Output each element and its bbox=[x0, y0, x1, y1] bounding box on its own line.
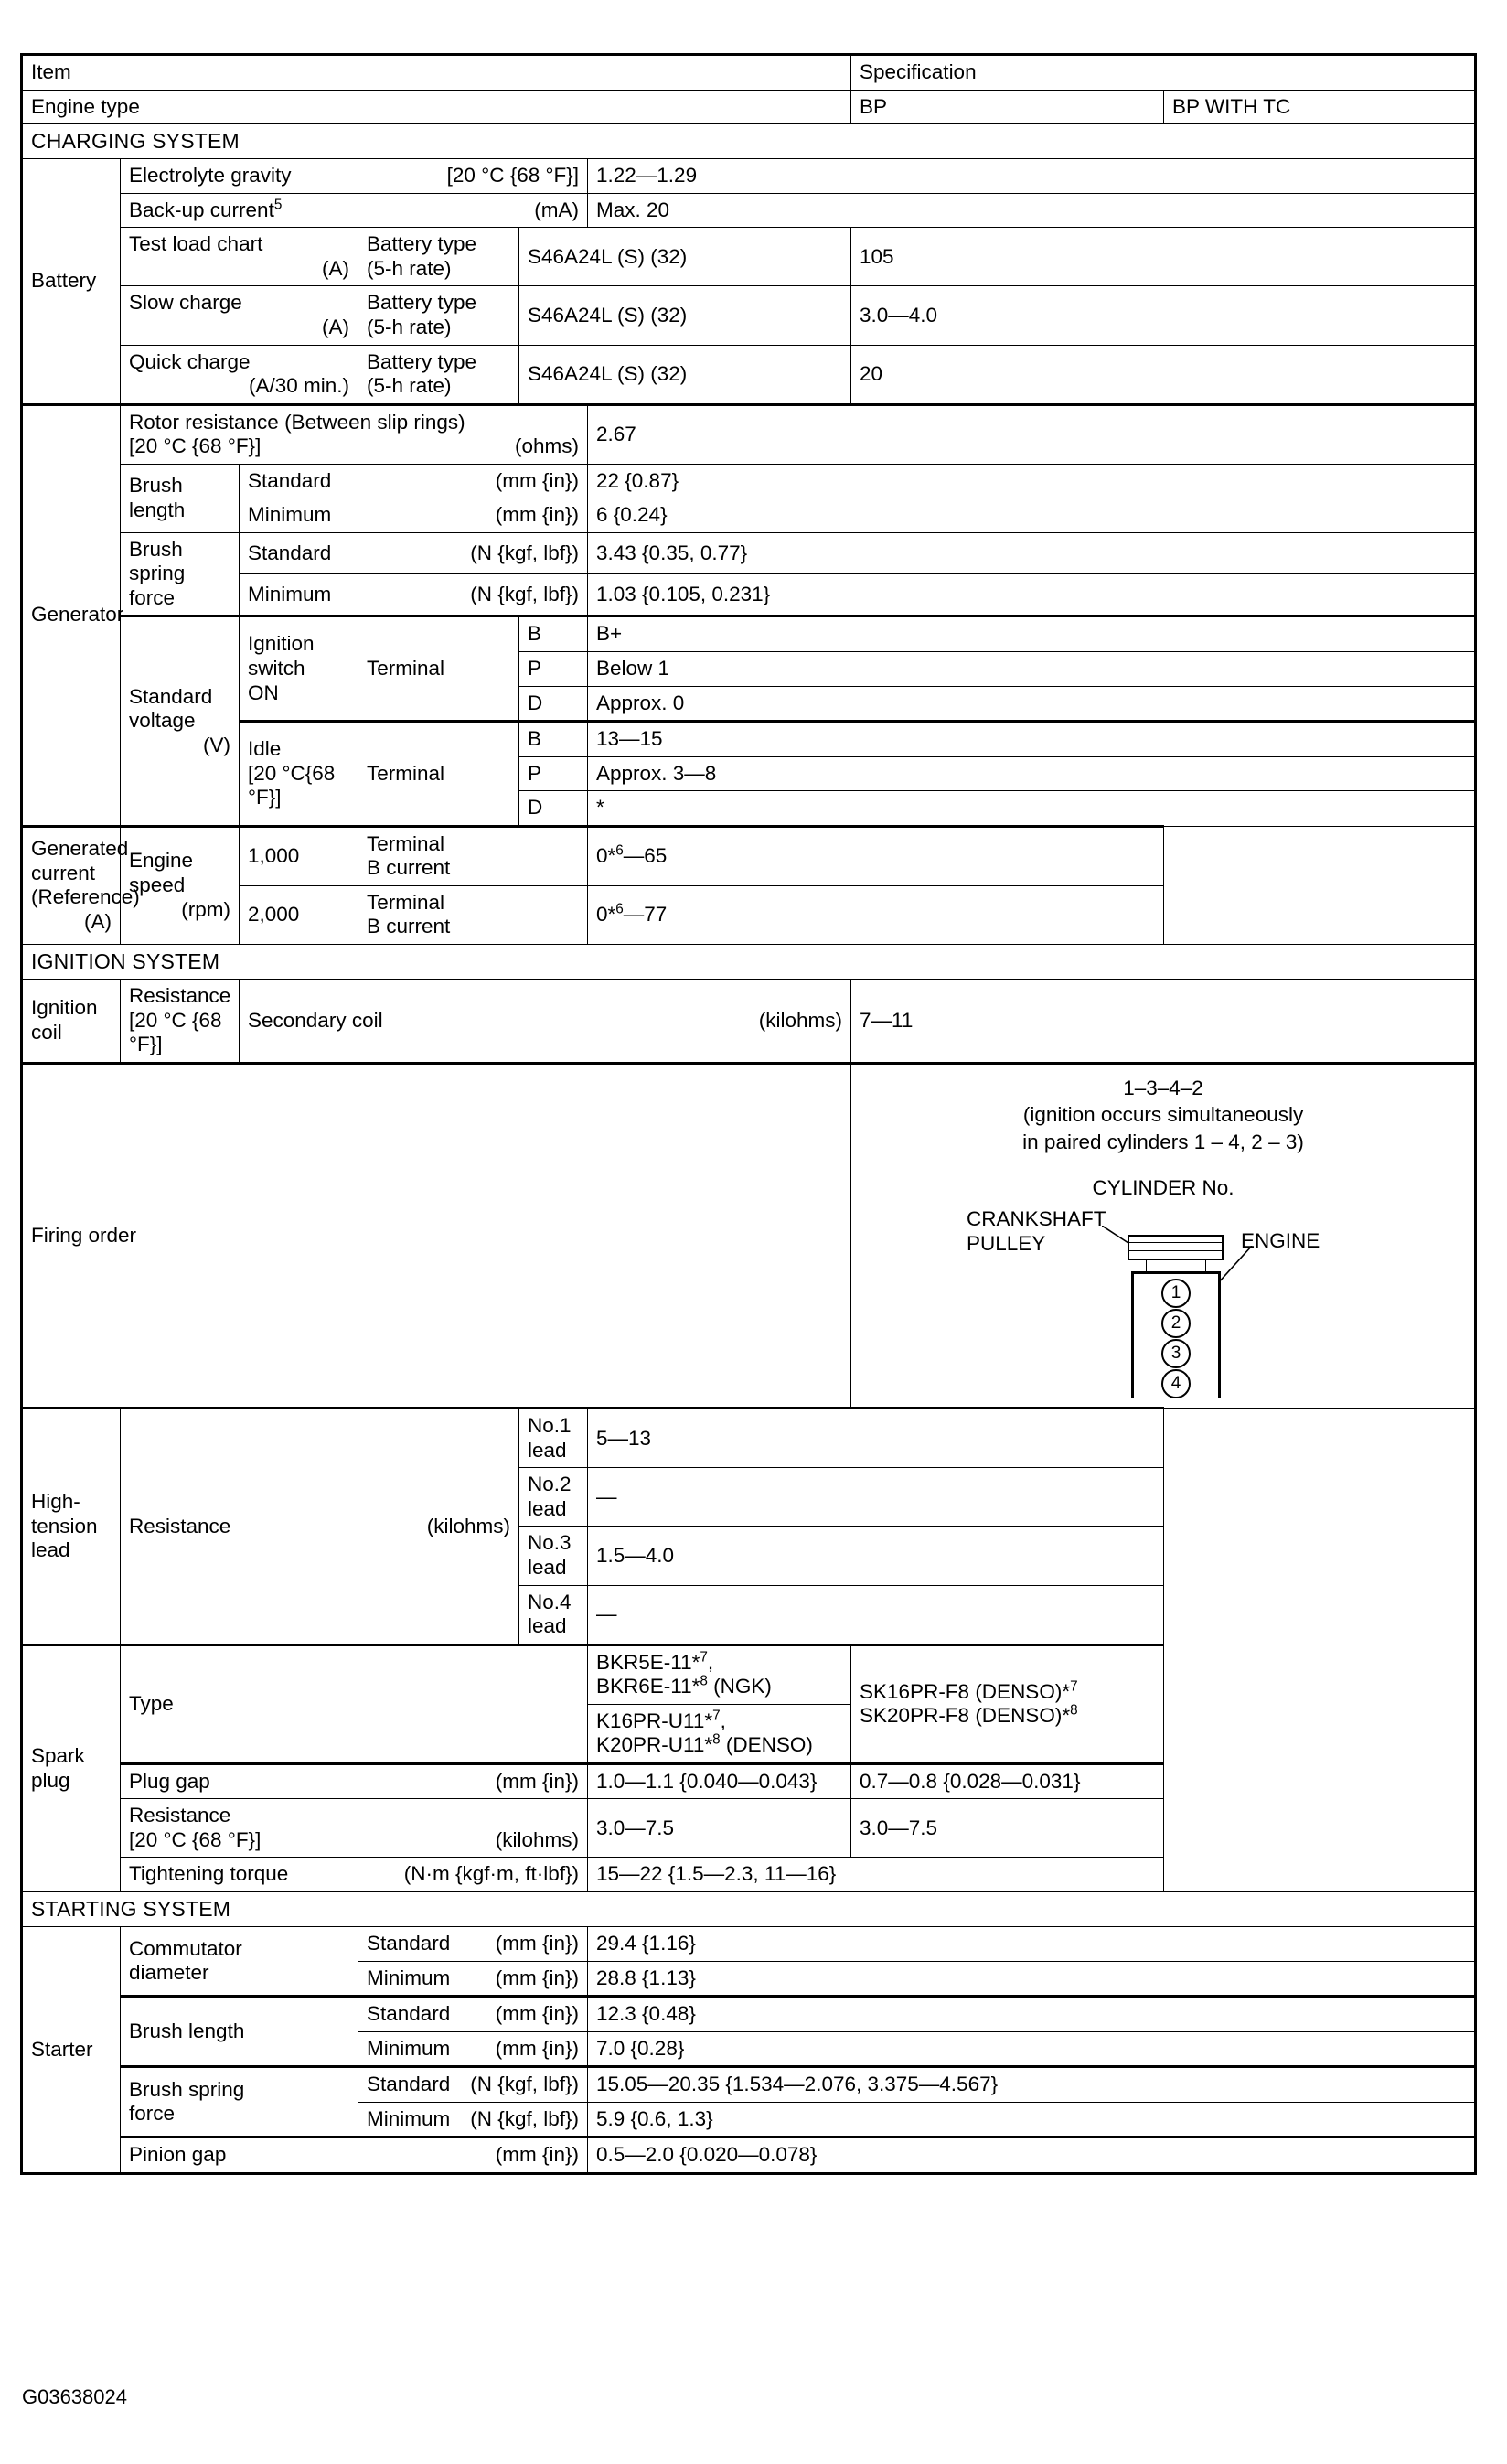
value-quick-charge-model: S46A24L (S) (32) bbox=[519, 345, 851, 404]
section-title-ignition: IGNITION SYSTEM bbox=[22, 944, 1476, 979]
cell-slow-charge bbox=[121, 286, 358, 345]
group-label-starter: Starter bbox=[22, 1927, 121, 2174]
label-standard: Standard bbox=[367, 1932, 451, 1955]
label-idle: Idle [20 °C{68 °F}] bbox=[240, 722, 358, 827]
row-ht-lead-1 bbox=[22, 1409, 1476, 1468]
label-battery-rate-2: (5-h rate) bbox=[367, 315, 452, 338]
footnote-marker-8: 8 bbox=[700, 1673, 708, 1689]
label-terminal-p-ign: P bbox=[519, 651, 588, 686]
label-terminal-b-idle: B bbox=[519, 722, 588, 757]
value-starter-brush-spring-standard: 15.05—20.35 {1.534—2.076, 3.375—4.567} bbox=[588, 2067, 1476, 2103]
unit-n-kgf-lbf: (N {kgf, lbf}) bbox=[470, 2106, 579, 2130]
value-secondary-coil: 7—11 bbox=[851, 980, 1476, 1064]
document-code: G03638024 bbox=[22, 2385, 127, 2408]
value-commutator-minimum: 28.8 {1.13} bbox=[588, 1961, 1476, 1997]
row-spark-plug-resistance bbox=[22, 1799, 1476, 1858]
cell-test-load-chart bbox=[121, 228, 358, 286]
section-heading-row-charging bbox=[22, 124, 1476, 159]
section-title-starting: STARTING SYSTEM bbox=[22, 1892, 1476, 1927]
firing-sequence: 1–3–4–2 bbox=[1123, 1076, 1203, 1099]
header-col-bp: BP bbox=[851, 90, 1164, 124]
value-starter-brush-spring-minimum: 5.9 {0.6, 1.3} bbox=[588, 2102, 1476, 2137]
spec-table-page bbox=[20, 53, 1474, 2175]
value-spark-plug-type-bp-denso: K16PR-U11*$^7$, K20PR-U11*$^8$ (DENSO) bbox=[588, 1704, 851, 1763]
value-gen-brush-spring-minimum: 1.03 {0.105, 0.231} bbox=[588, 573, 1476, 616]
unit-electrolyte-gravity: [20 °C {68 °F}] bbox=[446, 164, 579, 187]
row-pinion-gap bbox=[22, 2137, 1476, 2174]
label-battery-rate-3: (5-h rate) bbox=[367, 374, 452, 398]
label-ht-lead-name: No.3 lead bbox=[519, 1527, 588, 1585]
row-commutator-standard bbox=[22, 1927, 1476, 1962]
cell-test-load-battery-type bbox=[358, 228, 519, 286]
section-ignition-system bbox=[22, 944, 1476, 1891]
unit-mm-in: (mm {in}) bbox=[495, 1966, 579, 1989]
unit-kilohms: (kilohms) bbox=[426, 1514, 510, 1537]
label-terminal-p-idle: P bbox=[519, 756, 588, 791]
unit-quick-charge: (A/30 min.) bbox=[248, 374, 349, 398]
cell-rotor-resistance bbox=[121, 404, 588, 464]
specifications-table bbox=[20, 53, 1477, 2175]
unit-mm-in: (mm {in}) bbox=[495, 2036, 579, 2060]
label-firing-order: Firing order bbox=[22, 1063, 851, 1409]
row-gen-brush-length-minimum bbox=[22, 498, 1476, 533]
firing-note-line2: in paired cylinders 1 – 4, 2 – 3) bbox=[1022, 1130, 1304, 1154]
cell-plug-gap bbox=[121, 1763, 588, 1799]
label-plug-gap: Plug gap bbox=[129, 1769, 210, 1793]
cell-ht-resistance bbox=[121, 1409, 519, 1644]
value-generated-current-2000: 0*$^6$—77 bbox=[588, 885, 1164, 944]
cylinder-no-label: CYLINDER No. bbox=[1092, 1175, 1234, 1199]
value-generated-current-1000: 0*$^6$—65 bbox=[588, 826, 1164, 885]
label-minimum: Minimum bbox=[248, 503, 332, 527]
label-standard: Standard bbox=[367, 2073, 451, 2096]
unit-mm-in: (mm {in}) bbox=[495, 468, 579, 492]
unit-n-kgf-lbf: (N {kgf, lbf}) bbox=[470, 2073, 579, 2096]
label-minimum: Minimum bbox=[367, 2106, 451, 2130]
cell-starter-brush-spring-standard bbox=[358, 2067, 588, 2103]
unit-slow-charge: (A) bbox=[322, 315, 349, 338]
unit-mm-in: (mm {in}) bbox=[495, 2002, 579, 2026]
section-starting-system bbox=[22, 1892, 1476, 2174]
table-header-group bbox=[22, 55, 1476, 124]
footnote-marker-5: 5 bbox=[273, 197, 283, 213]
label-electrolyte-gravity: Electrolyte gravity bbox=[129, 164, 292, 187]
row-std-voltage-ign-b bbox=[22, 616, 1476, 652]
firing-sequence-text bbox=[860, 1075, 1467, 1156]
label-standard-voltage: Standard voltage (V) bbox=[121, 616, 240, 826]
label-starter-brush-length: Brush length bbox=[121, 1997, 358, 2067]
row-firing-order bbox=[22, 1063, 1476, 1409]
unit-kilohms: (kilohms) bbox=[758, 1008, 843, 1032]
label-ht-lead-name: No.2 lead bbox=[519, 1468, 588, 1527]
cylinder-circle-3: 3 bbox=[1161, 1339, 1191, 1368]
footnote-marker-6: 6 bbox=[615, 842, 624, 859]
value-rpm-2000: 2,000 bbox=[240, 885, 358, 944]
header-specification: Specification bbox=[851, 55, 1476, 91]
value-test-load-chart: 105 bbox=[851, 228, 1476, 286]
cell-commutator-standard bbox=[358, 1927, 588, 1962]
value-slow-charge: 3.0—4.0 bbox=[851, 286, 1476, 345]
label-quick-charge: Quick charge bbox=[129, 349, 251, 373]
value-ht-lead: 5—13 bbox=[588, 1409, 1164, 1468]
label-terminal-d-idle: D bbox=[519, 791, 588, 827]
label-terminal-b-ign: B bbox=[519, 616, 588, 652]
label-ignition-switch-on: Ignition switch ON bbox=[240, 616, 358, 722]
cell-backup-current bbox=[121, 193, 588, 228]
header-row-engine-type bbox=[22, 90, 1476, 124]
row-std-voltage-idle-b bbox=[22, 722, 1476, 757]
label-battery-type-3: Battery type bbox=[367, 349, 477, 373]
row-spark-plug-type-ngk bbox=[22, 1644, 1476, 1704]
cell-electrolyte-gravity bbox=[121, 159, 588, 194]
cell-tightening-torque bbox=[121, 1858, 588, 1892]
label-backup-current: Back-up current$^5$ bbox=[129, 197, 283, 221]
row-quick-charge bbox=[22, 345, 1476, 404]
pulley-shaft-right bbox=[1205, 1260, 1206, 1271]
row-plug-gap bbox=[22, 1763, 1476, 1799]
cell-spark-plug-resistance bbox=[121, 1799, 588, 1858]
footnote-marker-7: 7 bbox=[700, 1649, 708, 1666]
unit-test-load-chart: (A) bbox=[322, 256, 349, 280]
section-charging-system bbox=[22, 124, 1476, 945]
value-ht-lead: — bbox=[588, 1468, 1164, 1527]
label-commutator-diameter: Commutator diameter bbox=[121, 1927, 358, 1997]
value-gen-brush-length-standard: 22 {0.87} bbox=[588, 464, 1476, 498]
value-rotor-resistance: 2.67 bbox=[588, 404, 1476, 464]
group-label-generator: Generator bbox=[22, 404, 121, 826]
value-slow-charge-model: S46A24L (S) (32) bbox=[519, 286, 851, 345]
cell-starter-brush-length-minimum bbox=[358, 2031, 588, 2067]
value-commutator-standard: 29.4 {1.16} bbox=[588, 1927, 1476, 1962]
engine-block-diagram bbox=[967, 1202, 1360, 1398]
header-item: Item bbox=[22, 55, 851, 91]
label-battery-rate-1: (5-h rate) bbox=[367, 256, 452, 280]
cell-gen-brush-spring-minimum bbox=[240, 573, 588, 616]
cell-starter-brush-spring-minimum bbox=[358, 2102, 588, 2137]
label-terminal-b-current-2000: Terminal B current bbox=[358, 885, 588, 944]
value-plug-gap-tc: 0.7—0.8 {0.028—0.031} bbox=[851, 1763, 1164, 1799]
row-gen-brush-spring-standard bbox=[22, 532, 1476, 573]
crankshaft-pulley-label: CRANKSHAFT PULLEY bbox=[967, 1207, 1106, 1255]
label-standard: Standard bbox=[248, 541, 332, 564]
label-minimum: Minimum bbox=[367, 2036, 451, 2060]
value-test-load-model: S46A24L (S) (32) bbox=[519, 228, 851, 286]
group-label-battery: Battery bbox=[22, 159, 121, 404]
label-battery-type-2: Battery type bbox=[367, 291, 477, 315]
label-high-tension-lead: High-tension lead bbox=[22, 1409, 121, 1644]
cell-quick-charge-battery-type bbox=[358, 345, 519, 404]
unit-torque: (N·m {kgf·m, ft·lbf}) bbox=[403, 1862, 579, 1886]
label-battery-type-1: Battery type bbox=[367, 232, 477, 256]
label-ht-lead-name: No.4 lead bbox=[519, 1585, 588, 1644]
unit-kilohms: (kilohms) bbox=[495, 1827, 579, 1851]
cell-gen-brush-spring-standard bbox=[240, 532, 588, 573]
unit-backup-current: (mA) bbox=[534, 198, 579, 221]
footnote-marker-7: 7 bbox=[712, 1708, 721, 1724]
row-ignition-coil bbox=[22, 980, 1476, 1064]
value-spark-plug-resistance-tc: 3.0—7.5 bbox=[851, 1799, 1164, 1858]
label-ignition-coil: Ignition coil bbox=[22, 980, 121, 1064]
value-quick-charge: 20 bbox=[851, 345, 1476, 404]
firing-order-diagram bbox=[860, 1069, 1467, 1403]
unit-rotor-resistance: (ohms) bbox=[514, 434, 579, 458]
value-electrolyte-gravity: 1.22—1.29 bbox=[588, 159, 1476, 194]
unit-n-kgf-lbf: (N {kgf, lbf}) bbox=[470, 582, 579, 605]
label-ht-lead-name: No.1 lead bbox=[519, 1409, 588, 1468]
cylinder-circle-4: 4 bbox=[1161, 1369, 1191, 1398]
label-minimum: Minimum bbox=[248, 582, 332, 605]
label-terminal-d-ign: D bbox=[519, 686, 588, 722]
header-engine-type: Engine type bbox=[22, 90, 851, 124]
value-idle-terminal-p: Approx. 3—8 bbox=[588, 756, 1476, 791]
value-ht-lead: — bbox=[588, 1585, 1164, 1644]
value-starter-brush-length-minimum: 7.0 {0.28} bbox=[588, 2031, 1476, 2067]
value-tightening-torque: 15—22 {1.5—2.3, 11—16} bbox=[588, 1858, 1164, 1892]
row-generated-current-2000 bbox=[22, 885, 1476, 944]
label-rotor-resistance: Rotor resistance (Between slip rings) [20 °C {68 °F}] bbox=[129, 410, 465, 458]
unit-rpm: (rpm) bbox=[181, 897, 230, 921]
label-terminal-b-current-1000: Terminal B current bbox=[358, 826, 588, 885]
label-engine-speed: Engine speed (rpm) bbox=[121, 826, 240, 944]
cylinder-circle-1: 1 bbox=[1161, 1279, 1191, 1308]
label-terminal-ign: Terminal bbox=[358, 616, 519, 722]
engine-label: ENGINE bbox=[1241, 1229, 1320, 1253]
cell-slow-charge-battery-type bbox=[358, 286, 519, 345]
label-secondary-coil: Secondary coil bbox=[248, 1008, 383, 1032]
label-gen-brush-length: Brush length bbox=[121, 464, 240, 532]
value-pinion-gap: 0.5—2.0 {0.020—0.078} bbox=[588, 2137, 1476, 2174]
row-generated-current-1000 bbox=[22, 826, 1476, 885]
label-standard: Standard bbox=[248, 468, 332, 492]
value-starter-brush-length-standard: 12.3 {0.48} bbox=[588, 1997, 1476, 2032]
cell-starter-brush-length-standard bbox=[358, 1997, 588, 2032]
label-gen-brush-spring-force: Brush spring force bbox=[121, 532, 240, 616]
label-ignition-coil-resistance: Resistance [20 °C {68 °F}] bbox=[121, 980, 240, 1064]
value-idle-terminal-b: 13—15 bbox=[588, 722, 1476, 757]
value-ign-terminal-d: Approx. 0 bbox=[588, 686, 1476, 722]
value-ign-terminal-p: Below 1 bbox=[588, 651, 1476, 686]
pulley-shaft-left bbox=[1146, 1260, 1147, 1271]
value-rpm-1000: 1,000 bbox=[240, 826, 358, 885]
firing-note-line1: (ignition occurs simultaneously bbox=[1022, 1103, 1304, 1127]
section-heading-row-starting bbox=[22, 1892, 1476, 1927]
row-gen-brush-spring-minimum bbox=[22, 573, 1476, 616]
label-standard: Standard bbox=[367, 2002, 451, 2026]
header-col-bp-tc: BP WITH TC bbox=[1164, 90, 1476, 124]
header-row-item-spec bbox=[22, 55, 1476, 91]
label-minimum: Minimum bbox=[367, 1966, 451, 1989]
value-ht-lead: 1.5—4.0 bbox=[588, 1527, 1164, 1585]
unit-n-kgf-lbf: (N {kgf, lbf}) bbox=[470, 541, 579, 564]
row-gen-brush-length-standard bbox=[22, 464, 1476, 498]
cell-firing-order-diagram bbox=[851, 1063, 1476, 1409]
footnote-marker-7: 7 bbox=[1070, 1678, 1078, 1695]
value-spark-plug-type-tc: SK16PR-F8 (DENSO)*$^7$ SK20PR-F8 (DENSO)*$^8$ bbox=[851, 1644, 1164, 1763]
value-gen-brush-spring-standard: 3.43 {0.35, 0.77} bbox=[588, 532, 1476, 573]
row-starter-brush-length-standard bbox=[22, 1997, 1476, 2032]
row-starter-brush-spring-standard bbox=[22, 2067, 1476, 2103]
label-test-load-chart: Test load chart bbox=[129, 232, 263, 256]
crankshaft-pulley-shape bbox=[1128, 1235, 1224, 1260]
row-slow-charge bbox=[22, 286, 1476, 345]
value-ign-terminal-b: B+ bbox=[588, 616, 1476, 652]
cylinder-circle-2: 2 bbox=[1161, 1309, 1191, 1338]
cell-pinion-gap bbox=[121, 2137, 588, 2174]
value-idle-terminal-d: * bbox=[588, 791, 1476, 827]
value-spark-plug-type-bp-ngk: BKR5E-11*$^7$, BKR6E-11*$^8$ (NGK) bbox=[588, 1644, 851, 1704]
label-generated-current: Generated current (Reference) (A) bbox=[22, 826, 121, 944]
label-spark-plug-type: Type bbox=[121, 1644, 588, 1763]
cell-secondary-coil bbox=[240, 980, 851, 1064]
cell-gen-brush-length-minimum bbox=[240, 498, 588, 533]
value-plug-gap-bp: 1.0—1.1 {0.040—0.043} bbox=[588, 1763, 851, 1799]
label-terminal-idle: Terminal bbox=[358, 722, 519, 827]
label-starter-brush-spring-force: Brush spring force bbox=[121, 2067, 358, 2137]
label-slow-charge: Slow charge bbox=[129, 291, 242, 315]
value-backup-current: Max. 20 bbox=[588, 193, 1476, 228]
cell-gen-brush-length-standard bbox=[240, 464, 588, 498]
cell-quick-charge bbox=[121, 345, 358, 404]
row-tightening-torque bbox=[22, 1858, 1476, 1892]
footnote-marker-8: 8 bbox=[712, 1731, 721, 1748]
row-test-load-chart bbox=[22, 228, 1476, 286]
section-title-charging: CHARGING SYSTEM bbox=[22, 124, 1476, 159]
unit-volts: (V) bbox=[203, 733, 230, 756]
label-tightening-torque: Tightening torque bbox=[129, 1862, 289, 1886]
value-spark-plug-resistance-bp: 3.0—7.5 bbox=[588, 1799, 851, 1858]
row-rotor-resistance bbox=[22, 404, 1476, 464]
value-gen-brush-length-minimum: 6 {0.24} bbox=[588, 498, 1476, 533]
cell-commutator-minimum bbox=[358, 1961, 588, 1997]
label-pinion-gap: Pinion gap bbox=[129, 2143, 227, 2167]
unit-mm-in: (mm {in}) bbox=[495, 503, 579, 527]
section-heading-row-ignition bbox=[22, 944, 1476, 979]
row-backup-current bbox=[22, 193, 1476, 228]
unit-mm-in: (mm {in}) bbox=[495, 1769, 579, 1793]
group-label-spark-plug: Spark plug bbox=[22, 1644, 121, 1891]
unit-amps: (A) bbox=[84, 909, 112, 933]
unit-mm-in: (mm {in}) bbox=[495, 2143, 579, 2167]
row-electrolyte-gravity bbox=[22, 159, 1476, 194]
label-ht-resistance: Resistance bbox=[129, 1514, 231, 1537]
footnote-marker-6: 6 bbox=[615, 901, 624, 917]
unit-mm-in: (mm {in}) bbox=[495, 1932, 579, 1955]
footnote-marker-8: 8 bbox=[1070, 1702, 1078, 1719]
label-spark-plug-resistance: Resistance [20 °C {68 °F}] bbox=[129, 1804, 262, 1851]
